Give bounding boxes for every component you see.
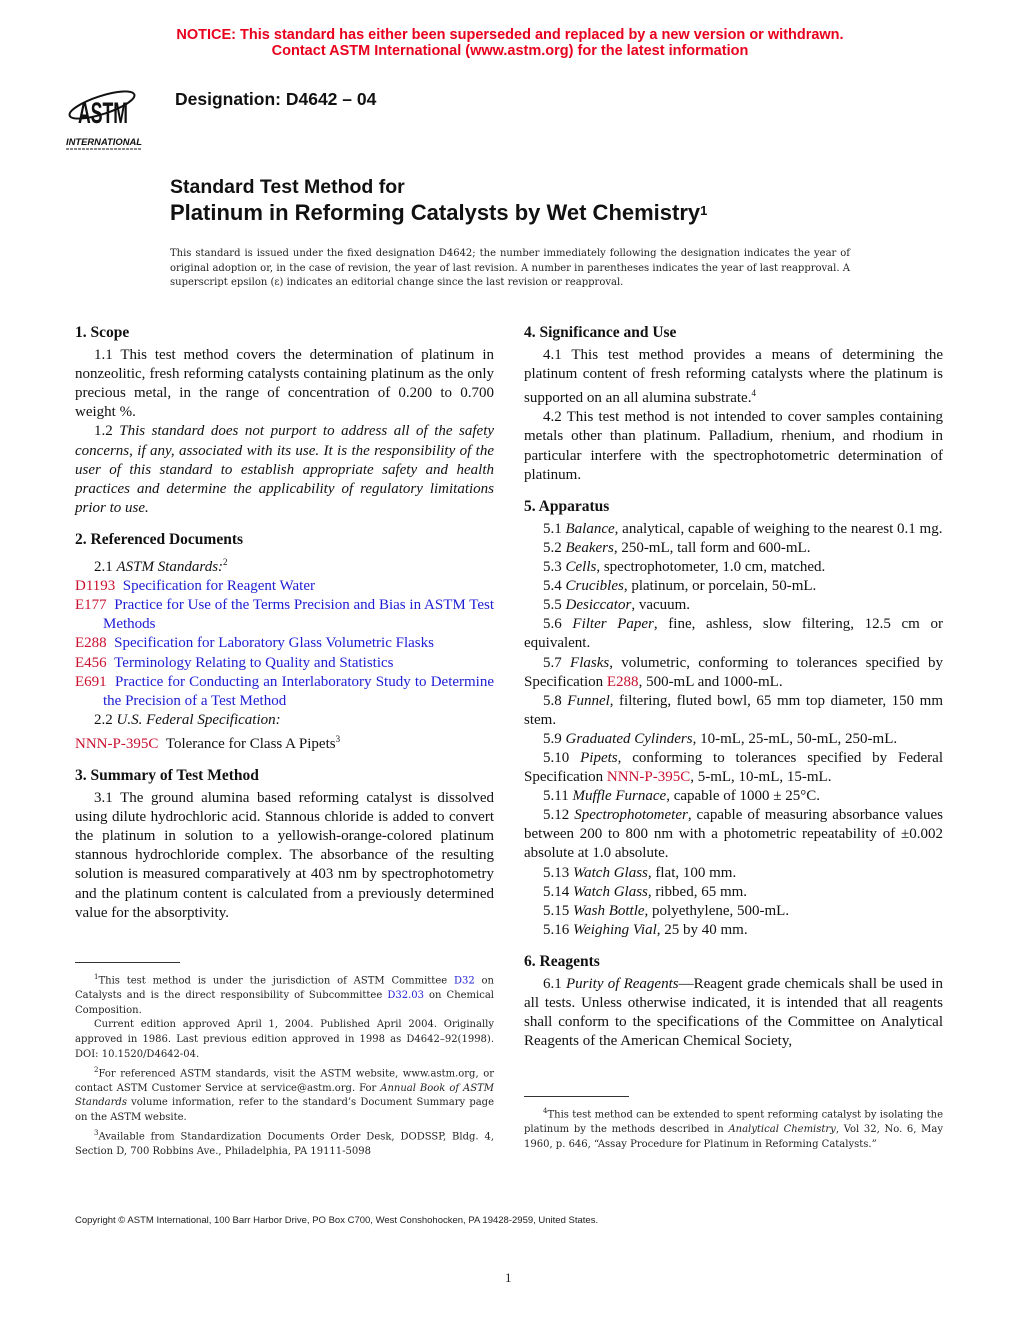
link-d32-03[interactable]: D32.03 [387,990,424,1002]
designation: Designation: D4642 – 04 [175,89,377,109]
notice-line-1: NOTICE: This standard has either been superseded and replaced by a new version or withdrawn. [176,27,844,43]
footnote-1: $^1$This test method is under the jurisdiction of ASTM Committee D32 on Catalysts and is the direct responsibility of Subcommittee D32.03 on Chemical Composition. [75,973,495,1016]
reference-title-link[interactable]: Terminology Relating to Quality and Statistics [114,654,394,671]
title-footnote-mark: 1 [700,203,708,218]
logo-text-astm: ASTM [78,97,128,130]
title-main: Platinum in Reforming Catalysts by Wet Chemistry [170,200,701,225]
paragraph-3-1: 3.1 The ground alumina based reforming catalyst is dissolved using dilute hydrochloric acid. Stannous chloride is added to convert the platinum in solution to a yellowish-orange-colored platinum stannous hydrochloride complex. The absorbance of the resulting solution is measured comparatively at 403 nm by spectrophotometry and the platinum content is calculated from a previously determined value for the absorptivity. [75,790,494,921]
footnote-3: $^3$Available from Standardization Documents Order Desk, DODSSP, Bldg. 4, Section D, 700 Robbins Ave., Philadelphia, PA 19111-5098 [75,1128,494,1157]
apparatus-item: 5.4 Crucibles, platinum, or porcelain, 50-mL. [543,578,817,595]
apparatus-item: 5.3 Cells, spectrophotometer, 1.0 cm, matched. [543,559,826,576]
title-line-1: Standard Test Method for [170,176,405,198]
reference-title-link[interactable]: Practice for Use of the Terms Precision and Bias in ASTM Test Methods [103,597,494,633]
copyright: Copyright © ASTM International, 100 Barr Harbor Drive, PO Box C700, West Conshohocken, PA 19428-2959, United States. [75,1215,599,1226]
reference-item [75,654,494,673]
footnotes-left [75,970,494,1159]
paragraph-1-2: 1.2 This standard does not purport to address all of the safety concerns, if any, associated with its use. It is the responsibility of the user of this standard to establish appropriate safety and health practices and determine the applicability of regulatory limitations prior to use. [75,423,495,516]
section-apparatus [524,497,943,940]
section-significance [524,323,943,485]
footnote-4: $^4$This test method can be extended to spent reforming catalyst by isolating the platinum by the methods described in Analytical Chemistry, Vol 32, No. 6, May 1960, p. 646, “Assay Procedure for Platinum in Reforming Catalysts.” [524,1107,943,1150]
apparatus-item: 5.15 Wash Bottle, polyethylene, 500-mL. [543,902,790,919]
link-e288[interactable]: E288 [606,673,639,690]
apparatus-item: 5.6 Filter Paper, fine, ashless, slow filtering, 12.5 cm or equivalent. [524,616,944,652]
footnote-divider [75,962,180,963]
reference-item [75,596,494,634]
section-referenced-documents [75,530,494,754]
apparatus-item: 5.12 Spectrophotometer, capable of measuring absorbance values between 200 to 800 nm with a photometric repeatability of ±0.002 absolute at 1.0 absolute. [524,807,944,862]
reference-item [75,673,494,711]
reference-link-e456[interactable]: E456 [75,654,107,671]
section-scope [75,323,494,518]
apparatus-item: 5.8 Funnel, filtering, fluted bowl, 65 mm top diameter, 150 mm stem. [524,692,944,728]
astm-international-logo-icon [64,75,164,155]
link-d32[interactable]: D32 [453,975,475,987]
footnotes-right [524,1104,943,1152]
federal-spec-label: 2.2 U.S. Federal Specification: [94,711,281,728]
footnote-2: $^2$For referenced ASTM standards, visit the ASTM website, www.astm.org, or contact ASTM Customer Service at service@astm.org. For Annual Book of ASTM Standards volume information, refer to the standard’s Document Summary page on the ASTM website. [75,1065,494,1123]
reference-title-link[interactable]: Specification for Laboratory Glass Volumetric Flasks [114,635,434,652]
apparatus-item: 5.16 Weighing Vial, 25 by 40 mm. [543,921,748,938]
reference-link-nnn-p-395c[interactable]: NNN-P-395C [75,735,159,752]
right-column [524,323,943,1063]
section-heading: 6. Reagents [524,952,600,970]
reference-title-link[interactable]: Practice for Conducting an Interlaboratory Study to Determine the Precision of a Test Method [103,673,495,709]
apparatus-list [524,692,943,749]
apparatus-item: 5.10 Pipets, conforming to tolerances specified by Federal Specification NNN-P-395C, 5-mL, 10-mL, 15-mL. [524,749,944,786]
section-heading: 2. Referenced Documents [75,530,244,548]
reference-link-d1193[interactable]: D1193 [75,578,116,595]
section-heading: 1. Scope [75,324,130,341]
paragraph-1-1: 1.1 This test method covers the determination of platinum in nonzeolitic, fresh reforming catalysts containing platinum as the only precious metal, in the range of concentration of 0.200 to 0.700 weight %. [75,347,494,421]
footnote-divider [524,1096,629,1097]
apparatus-item: 5.1 Balance, analytical, capable of weighing to the nearest 0.1 mg. [543,520,943,537]
apparatus-list [524,520,943,654]
section-heading: 4. Significance and Use [524,324,677,341]
paragraph-4-1: 4.1 This test method provides a means of determining the platinum content of fresh reforming catalysts where the platinum is supported on an all alumina substrate.$^4$ [524,347,943,407]
apparatus-item: 5.5 Desiccator, vacuum. [543,597,691,614]
astm-standards-label: 2.1 ASTM Standards:$^2$ [94,557,228,576]
section-heading: 5. Apparatus [524,497,610,515]
logo-text-international: INTERNATIONAL [66,137,142,147]
link-nnn-p-395c[interactable]: NNN-P-395C [606,769,691,786]
reference-link-e691[interactable]: E691 [75,673,107,690]
title-line-2 [170,199,707,226]
left-column [75,323,494,935]
reference-item [75,577,494,596]
reference-item [75,634,494,653]
section-heading: 3. Summary of Test Method [75,766,259,784]
apparatus-item: 5.14 Watch Glass, ribbed, 65 mm. [543,883,748,900]
reference-list [75,577,494,711]
page-number: 1 [505,1270,512,1285]
document-title [170,175,707,226]
apparatus-item: 5.11 Muffle Furnace, capable of 1000 ± 25°C. [543,788,820,805]
apparatus-item: 5.2 Beakers, 250-mL, tall form and 600-mL. [543,539,811,556]
notice-line-2: Contact ASTM International (www.astm.org) for the latest information [271,43,749,59]
withdrawn-notice [0,27,1020,59]
apparatus-item: 5.13 Watch Glass, flat, 100 mm. [543,864,737,881]
apparatus-item: 5.9 Graduated Cylinders, 10-mL, 25-mL, 50-mL, 250-mL. [543,730,898,747]
reference-link-e177[interactable]: E177 [75,597,107,614]
reference-title-link[interactable]: Specification for Reagent Water [122,578,315,595]
paragraph-6-1: 6.1 Purity of Reagents—Reagent grade chemicals shall be used in all tests. Unless otherwise indicated, it is intended that all reagents shall conform to the specifications of the Committee on Analytical Reagents of the American Chemical Society, [524,976,943,1050]
preamble: This standard is issued under the fixed designation D4642; the number immediately following the designation indicates the year of original adoption or, in the case of revision, the year of last revision. A number in parentheses indicates the year of last reapproval. A superscript epsilon (ε) indicates an editorial change since the last revision or reapproval. [170,248,850,288]
paragraph-4-2: 4.2 This test method is not intended to cover samples containing metals other than platinum. Palladium, rhenium, and rhodium in particular interfere with the spectrophotometric determination of platinum. [524,409,943,483]
footnote-1-edition: Current edition approved April 1, 2004. Published April 2004. Originally approved in 1986. Last previous edition approved in 1998 as D4642–92(1998). DOI: 10.1520/D4642-04. [75,1019,494,1060]
reference-link-e288[interactable]: E288 [75,635,107,652]
reference-item: NNN-P-395C Tolerance for Class A Pipets$^3$ [75,733,341,752]
section-summary [75,766,494,923]
apparatus-item: 5.7 Flasks, volumetric, conforming to tolerances specified by Specification E288, 500-mL and 1000-mL. [524,654,944,690]
section-reagents [524,952,943,1051]
apparatus-list [524,787,943,940]
